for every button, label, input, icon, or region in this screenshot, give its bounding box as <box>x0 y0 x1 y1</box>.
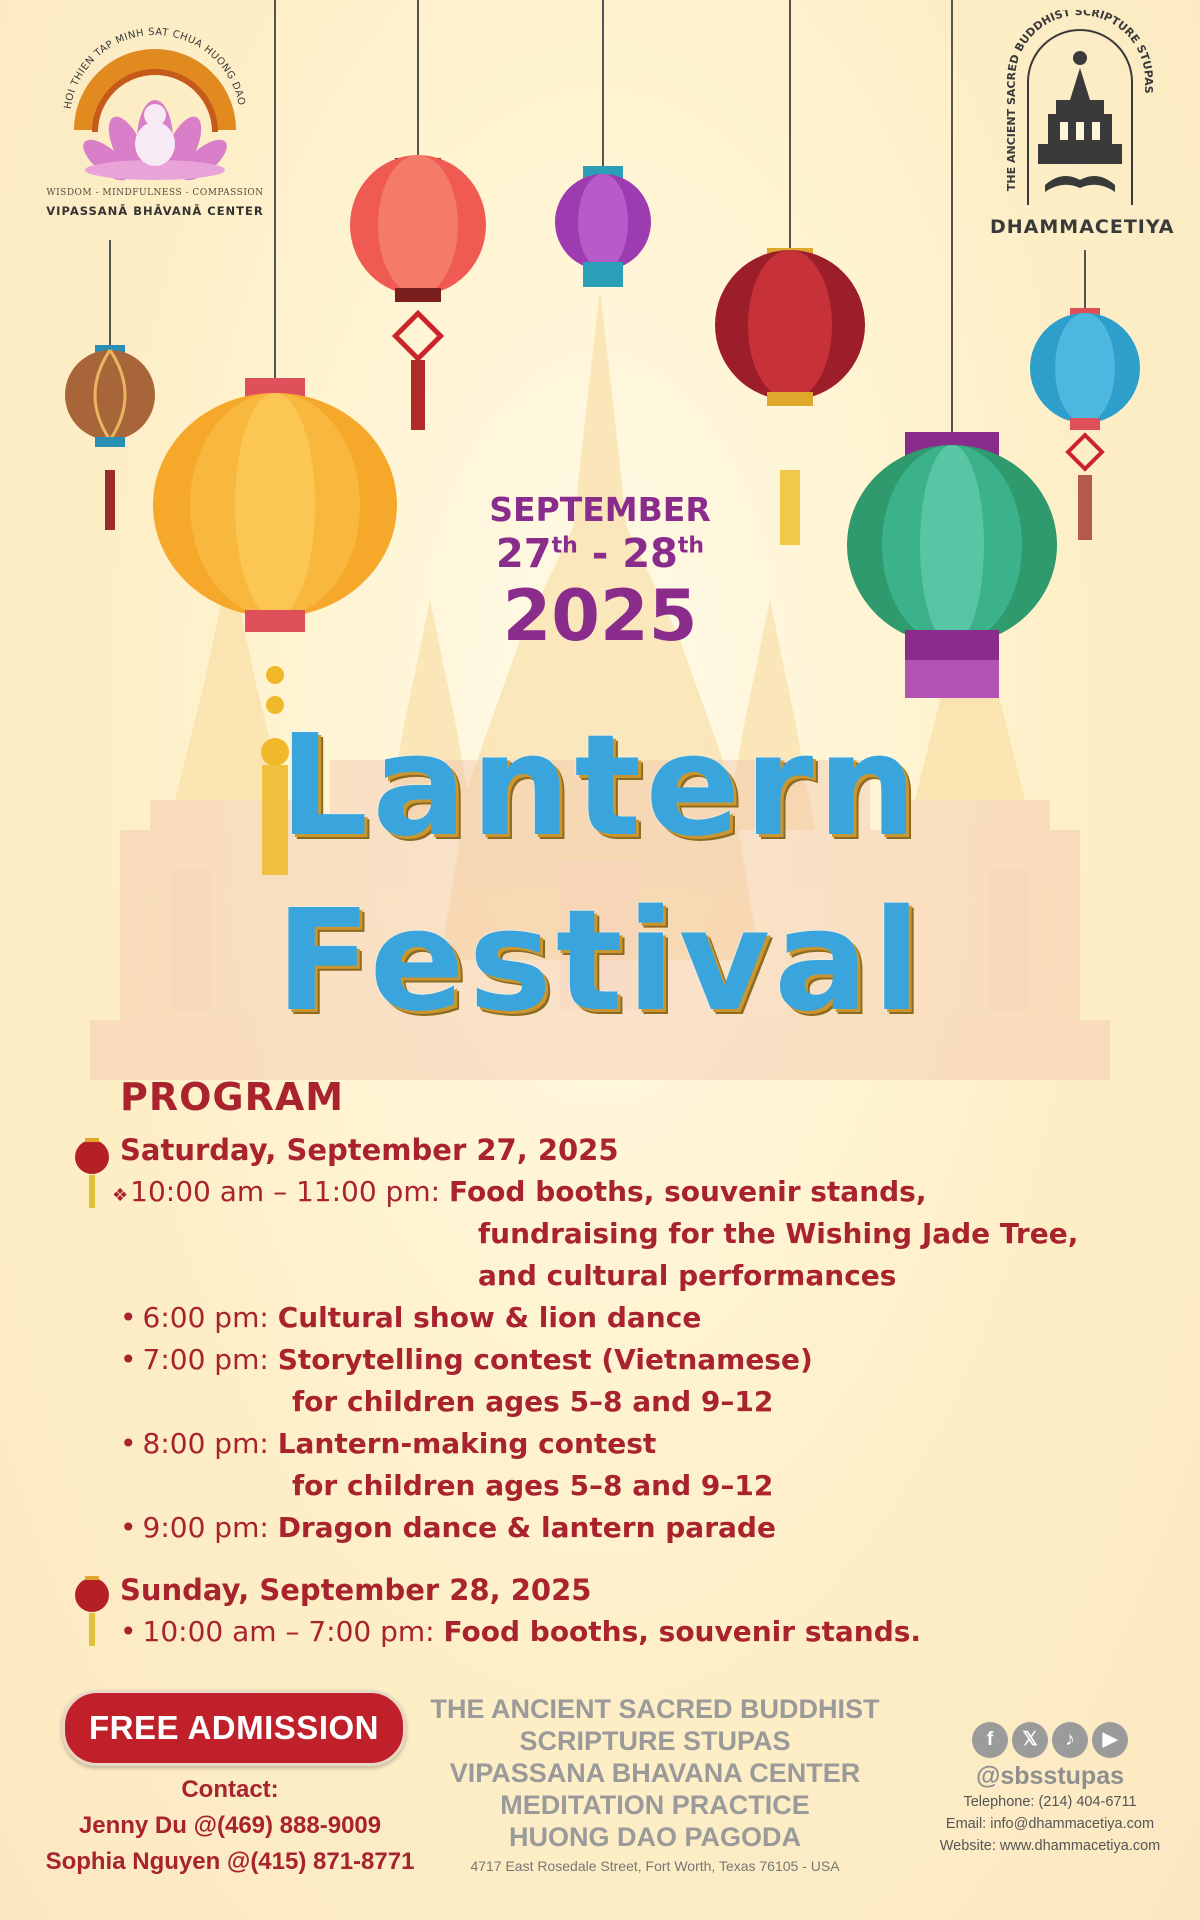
logo-left-center-name: VIPASSANĀ BHĀVANĀ CENTER <box>46 204 264 218</box>
day1-item-3-desc-line2: for children ages 5–8 and 9–12 <box>292 1385 774 1418</box>
logo-right-name: DHAMMACETIYA <box>990 216 1175 238</box>
youtube-icon[interactable]: ▶ <box>1092 1722 1128 1758</box>
day1-item-2-time: 6:00 pm: <box>142 1301 278 1334</box>
contact-sophia: Sophia Nguyen @(415) 871-8771 <box>45 1848 415 1875</box>
lantern-green-large <box>847 432 1057 698</box>
day2-item-1-desc: Food booths, souvenir stands. <box>443 1615 922 1648</box>
day1-item-4-desc-line2: for children ages 5–8 and 9–12 <box>292 1469 774 1502</box>
title-lantern: Lantern <box>279 705 921 868</box>
stupa-emblem <box>990 10 1170 215</box>
date-month: SEPTEMBER <box>489 490 711 529</box>
lotus-buddha-emblem <box>40 20 270 188</box>
social-icons-row <box>930 1722 1170 1758</box>
day1-item-2-desc: Cultural show & lion dance <box>277 1301 702 1334</box>
lantern-bullet-day2 <box>75 1576 109 1646</box>
logo-left-tagline: WISDOM - MINDFULNESS - COMPASSION <box>46 188 264 198</box>
facebook-icon[interactable]: f <box>972 1722 1008 1758</box>
social-handle: @sbsstupas <box>975 1762 1125 1790</box>
organizer-address: 4717 East Rosedale Street, Fort Worth, Texas 76105 - USA <box>470 1858 840 1874</box>
day2-item-1-time: 10:00 am – 7:00 pm: <box>142 1615 444 1648</box>
telephone: Telephone: (214) 404-6711 <box>963 1794 1137 1810</box>
day2-heading: Sunday, September 28, 2025 <box>120 1573 592 1607</box>
title-festival: Festival <box>275 880 925 1043</box>
day1-item-5-time: 9:00 pm: <box>142 1511 278 1544</box>
email: Email: info@dhammacetiya.com <box>945 1816 1155 1832</box>
day1-item-2 <box>120 1301 701 1334</box>
organizer-block <box>430 1693 880 1875</box>
day1-item-1-time: 10:00 am – 11:00 pm: <box>130 1175 449 1208</box>
lantern-brown-small <box>65 345 155 530</box>
diamond-bullet-icon: ❖ <box>112 1185 129 1206</box>
day1-item-4-time: 8:00 pm: <box>142 1427 278 1460</box>
x-icon[interactable]: 𝕏 <box>1012 1722 1048 1758</box>
date-day-end-suffix: th <box>677 533 705 559</box>
contact-block <box>40 1772 420 1880</box>
organizer-line-2: SCRIPTURE STUPAS <box>519 1726 791 1756</box>
date-days <box>470 530 730 578</box>
day1-item-4 <box>120 1427 656 1460</box>
vipassana-bhavana-center-logo <box>40 20 270 230</box>
contact-jenny: Jenny Du @(469) 888-9009 <box>78 1812 382 1839</box>
social-and-contact-info <box>930 1722 1170 1857</box>
organizer-line-3: VIPASSANA BHAVANA CENTER <box>449 1758 861 1788</box>
day1-item-5 <box>120 1511 776 1544</box>
day1-item-1 <box>112 1175 926 1208</box>
day1-item-1-desc-line2: fundraising for the Wishing Jade Tree, <box>478 1217 1079 1250</box>
lantern-red <box>350 155 486 430</box>
day1-item-3-time: 7:00 pm: <box>142 1343 278 1376</box>
tiktok-icon[interactable]: ♪ <box>1052 1722 1088 1758</box>
organizer-line-1: THE ANCIENT SACRED BUDDHIST <box>430 1694 880 1724</box>
contact-label: Contact: <box>181 1776 279 1803</box>
logo-left-arc-text: HOI THIEN TAP MINH SAT CHUA HUONG DAO <box>62 26 247 110</box>
lantern-bullet-day1 <box>75 1138 109 1208</box>
day1-item-3 <box>120 1343 813 1376</box>
day1-item-3-desc: Storytelling contest (Vietnamese) <box>277 1343 813 1376</box>
free-admission-badge: FREE ADMISSION <box>62 1690 406 1766</box>
day1-item-5-desc: Dragon dance & lantern parade <box>277 1511 776 1544</box>
lantern-purple <box>555 166 651 287</box>
day2-item-1 <box>120 1615 921 1648</box>
date-day-start-suffix: th <box>551 533 578 559</box>
dhammacetiya-logo <box>990 10 1175 250</box>
date-day-start: 27 <box>495 531 552 577</box>
date-year: 2025 <box>502 575 698 657</box>
day1-item-1-desc: Food booths, souvenir stands, <box>448 1175 927 1208</box>
date-separator: - <box>577 531 623 577</box>
lantern-dark-red <box>715 248 865 545</box>
date-day-end: 28 <box>622 531 678 577</box>
day1-item-4-desc: Lantern-making contest <box>277 1427 657 1460</box>
program-heading: PROGRAM <box>120 1075 345 1119</box>
bullet-dot: • <box>120 1301 137 1334</box>
website: Website: www.dhammacetiya.com <box>939 1838 1161 1854</box>
bullet-dot: • <box>120 1343 137 1376</box>
event-date <box>470 490 730 657</box>
day1-heading: Saturday, September 27, 2025 <box>120 1133 619 1167</box>
logo-right-arc-text: THE ANCIENT SACRED BUDDHIST SCRIPTURE STUPAS <box>1004 10 1155 192</box>
bullet-dot: • <box>120 1511 137 1544</box>
organizer-line-4: MEDITATION PRACTICE <box>500 1790 810 1820</box>
bullet-dot: • <box>120 1427 137 1460</box>
day1-item-1-desc-line3: and cultural performances <box>478 1259 897 1292</box>
organizer-line-5: HUONG DAO PAGODA <box>508 1822 801 1852</box>
bullet-dot: • <box>120 1615 137 1648</box>
